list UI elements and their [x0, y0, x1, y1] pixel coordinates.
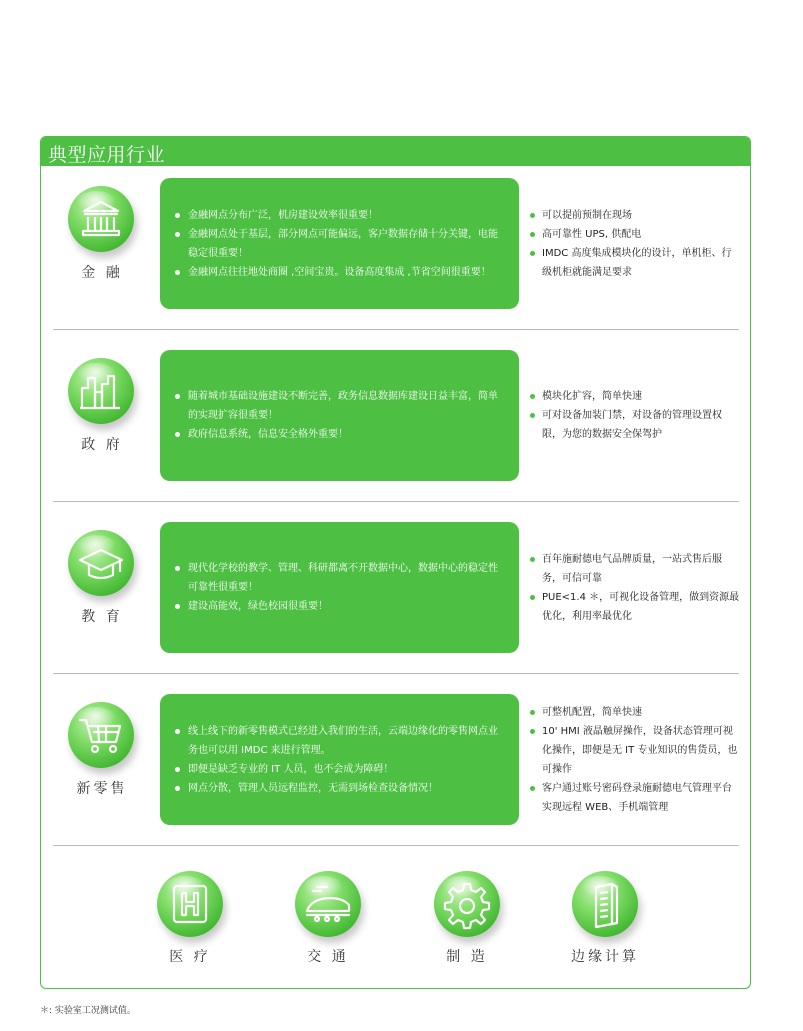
need-item: 金融网点分布广泛，机房建设效率很重要！	[174, 206, 505, 225]
bank-icon	[68, 186, 134, 252]
industry-label: 边缘计算	[571, 949, 639, 965]
industry-icon-group	[63, 530, 141, 640]
solutions-list	[528, 703, 740, 817]
graduation-cap-icon	[68, 530, 134, 596]
train-icon	[295, 871, 361, 937]
industry-label: 医 疗	[169, 949, 211, 965]
solution-item: 客户通过账号密码登录施耐德电气管理平台实现远程 WEB、手机端管理	[528, 779, 740, 817]
needs-box	[160, 350, 519, 481]
footnote: ＊: 实验室工况测试值。	[40, 1006, 136, 1016]
industry-icon-group	[63, 358, 141, 468]
solution-item: 可以提前预制在现场	[528, 206, 740, 225]
solution-item: 高可靠性 UPS, 供配电	[528, 225, 740, 244]
industry-panel	[40, 136, 751, 989]
solutions-list	[528, 550, 740, 626]
solutions-column	[528, 350, 740, 481]
industry-row-retail	[41, 682, 750, 854]
row-divider	[53, 329, 739, 330]
needs-box	[160, 522, 519, 653]
need-item: 线上线下的新零售模式已经进入我们的生活，云端边缘化的零售网点业务也可以用 IMDC 来进行管理。	[174, 722, 505, 760]
solution-item: 可对设备加装门禁，对设备的管理设置权限，为您的数据安全保驾护	[528, 406, 740, 444]
solutions-list	[528, 387, 740, 444]
solution-item: PUE<1.4 ＊，可视化设备管理，做到资源最优化，利用率最优化	[528, 588, 740, 626]
industry-transport	[288, 871, 368, 971]
need-item: 随着城市基础设施建设不断完善，政务信息数据库建设日益丰富，简单的实现扩容很重要！	[174, 387, 505, 425]
need-item: 现代化学校的教学、管理、科研都离不开数据中心，数据中心的稳定性可靠性很重要！	[174, 559, 505, 597]
need-item: 金融网点往往地处商圈 ,空间宝贵。设备高度集成 ,节省空间很重要！	[174, 263, 505, 282]
row-divider	[53, 673, 739, 674]
panel-title: 典型应用行业	[48, 144, 166, 166]
industry-row-government	[41, 338, 750, 510]
other-industries	[41, 871, 750, 971]
needs-list	[174, 722, 505, 798]
industry-label: 政 府	[81, 437, 123, 453]
industry-edge-computing	[565, 871, 645, 971]
solution-item: 可整机配置，简单快速	[528, 703, 740, 722]
industry-label: 制 造	[446, 949, 488, 965]
solutions-column	[528, 694, 740, 825]
industry-label: 金 融	[81, 265, 123, 281]
needs-box	[160, 178, 519, 309]
solutions-column	[528, 522, 740, 653]
needs-box	[160, 694, 519, 825]
industry-manufacturing	[427, 871, 507, 971]
needs-list	[174, 387, 505, 444]
industry-icon-group	[63, 702, 141, 812]
need-item: 建设高能效，绿色校园很重要！	[174, 597, 505, 616]
shopping-cart-icon	[68, 702, 134, 768]
solution-item: 百年施耐德电气品牌质量，一站式售后服务，可信可靠	[528, 550, 740, 588]
city-buildings-icon	[68, 358, 134, 424]
needs-list	[174, 206, 505, 282]
solution-item: 模块化扩容，简单快速	[528, 387, 740, 406]
industry-row-finance	[41, 166, 750, 338]
industry-label: 新零售	[76, 781, 128, 797]
solutions-column	[528, 178, 740, 309]
industry-row-education	[41, 510, 750, 682]
solutions-list	[528, 206, 740, 282]
industry-healthcare	[150, 871, 230, 971]
need-item: 政府信息系统，信息安全格外重要！	[174, 425, 505, 444]
panel-header	[41, 137, 750, 166]
industry-icon-group	[63, 186, 141, 296]
gear-icon	[434, 871, 500, 937]
hospital-icon	[157, 871, 223, 937]
server-rack-icon	[572, 871, 638, 937]
solution-item: IMDC 高度集成模块化的设计，单机柜、行级机柜就能满足要求	[528, 244, 740, 282]
industry-label: 交 通	[307, 949, 349, 965]
needs-list	[174, 559, 505, 616]
row-divider	[53, 845, 739, 846]
need-item: 即便是缺乏专业的 IT 人员，也不会成为障碍！	[174, 760, 505, 779]
industry-label: 教 育	[81, 609, 123, 625]
need-item: 金融网点处于基层，部分网点可能偏远，客户数据存储十分关键，电能稳定很重要！	[174, 225, 505, 263]
need-item: 网点分散，管理人员远程监控，无需到场检查设备情况！	[174, 779, 505, 798]
solution-item: 10' HMI 液晶触屏操作，设备状态管理可视化操作，即便是无 IT 专业知识的售货员，也可操作	[528, 722, 740, 779]
row-divider	[53, 501, 739, 502]
